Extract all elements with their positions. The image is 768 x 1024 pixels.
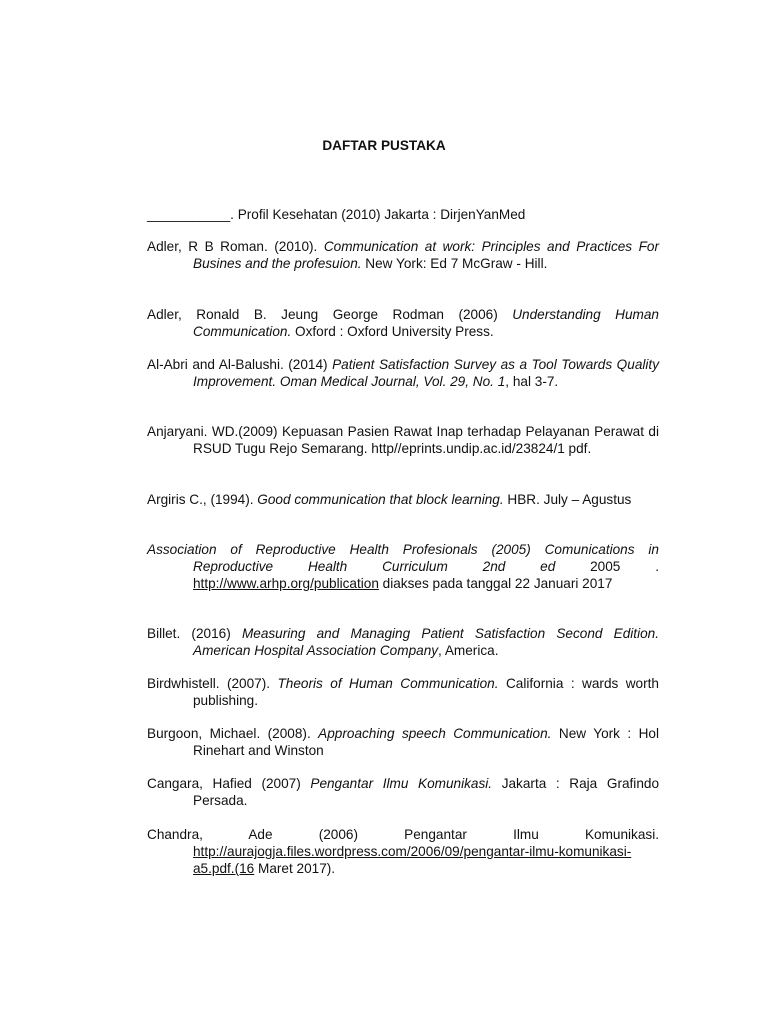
page-title: DAFTAR PUSTAKA [322,138,446,153]
reference-entry [147,306,659,340]
reference-author: Billet. (2016) [147,626,242,641]
reference-author: Al-Abri and Al-Balushi. (2014) [147,357,333,372]
reference-publisher: Oxford : Oxford University Press. [291,324,494,339]
reference-publisher: New York: Ed 7 McGraw - Hill. [361,256,548,271]
reference-access-note: Maret 2017). [254,861,336,876]
reference-entry [147,826,659,877]
reference-publisher: , hal 3-7. [505,374,559,389]
reference-publisher: New York : Hol Rinehart and Winston [193,726,660,758]
reference-entry [147,775,659,809]
reference-work-title: Pengantar Ilmu Komunikasi. [310,776,493,791]
reference-entry [147,238,659,272]
reference-work-title: Patient Satisfaction Survey as a Tool Towards Quality Improvement. Oman Medical Journal, Vol. 29, No. 1 [193,357,659,389]
reference-author: Birdwhistell. (2007). [147,676,278,691]
reference-work-title: Communication at work: Principles and Practices For Busines and the profesuion. [193,239,659,271]
reference-entry [147,625,659,659]
reference-publisher: HBR. July – Agustus [503,492,632,507]
reference-publisher: California : wards worth publishing. [193,676,659,708]
reference-work-title: Association of Reproductive Health Profesionals (2005) Comunications in Reproductive Health Curriculum 2nd ed [147,542,659,574]
reference-year: 2005 . [555,559,659,574]
reference-entry [147,356,659,390]
reference-work-title: Approaching speech Communication. [318,726,552,741]
reference-entry [147,725,659,759]
reference-entry [147,541,659,592]
reference-author: Argiris C., (1994). [147,492,258,507]
reference-access-note: diakses pada tanggal 22 Januari 2017 [378,576,613,591]
reference-author: Adler, R B Roman. (2010). [147,239,324,254]
reference-link[interactable]: http://aurajogja.files.wordpress.com/2006/09/pengantar-ilmu-komunikasi-a5.pdf.(16 [193,844,632,876]
reference-work-title: Theoris of Human Communication. [277,676,499,691]
reference-work-title: Good communication that block learning. [257,492,504,507]
reference-author: Burgoon, Michael. (2008). [147,726,319,741]
reference-author: Cangara, Hafied (2007) [147,776,311,791]
reference-text: Anjaryani. WD.(2009) Kepuasan Pasien Rawat Inap terhadap Pelayanan Perawat di RSUD Tugu Rejo Semarang. http//eprints.undip.ac.id/23824/1 pdf. [147,424,659,456]
reference-entry [147,675,659,709]
reference-publisher: , America. [438,643,499,658]
reference-work-title: Understanding Human Communication. [193,307,659,339]
reference-entry [147,423,659,457]
reference-publisher: Jakarta : Raja Grafindo Persada. [193,776,660,808]
reference-entry [147,491,659,508]
reference-link[interactable]: http://www.arhp.org/publication [193,576,379,591]
reference-author: Adler, Ronald B. Jeung George Rodman (2006) [147,307,513,322]
reference-text: ___________. Profil Kesehatan (2010) Jakarta : DirjenYanMed [147,207,526,222]
reference-entry [147,206,659,223]
reference-work-title: Measuring and Managing Patient Satisfaction Second Edition. American Hospital Association Company [193,626,659,658]
reference-author: Chandra, Ade (2006) Pengantar Ilmu Komunikasi. [147,827,659,842]
